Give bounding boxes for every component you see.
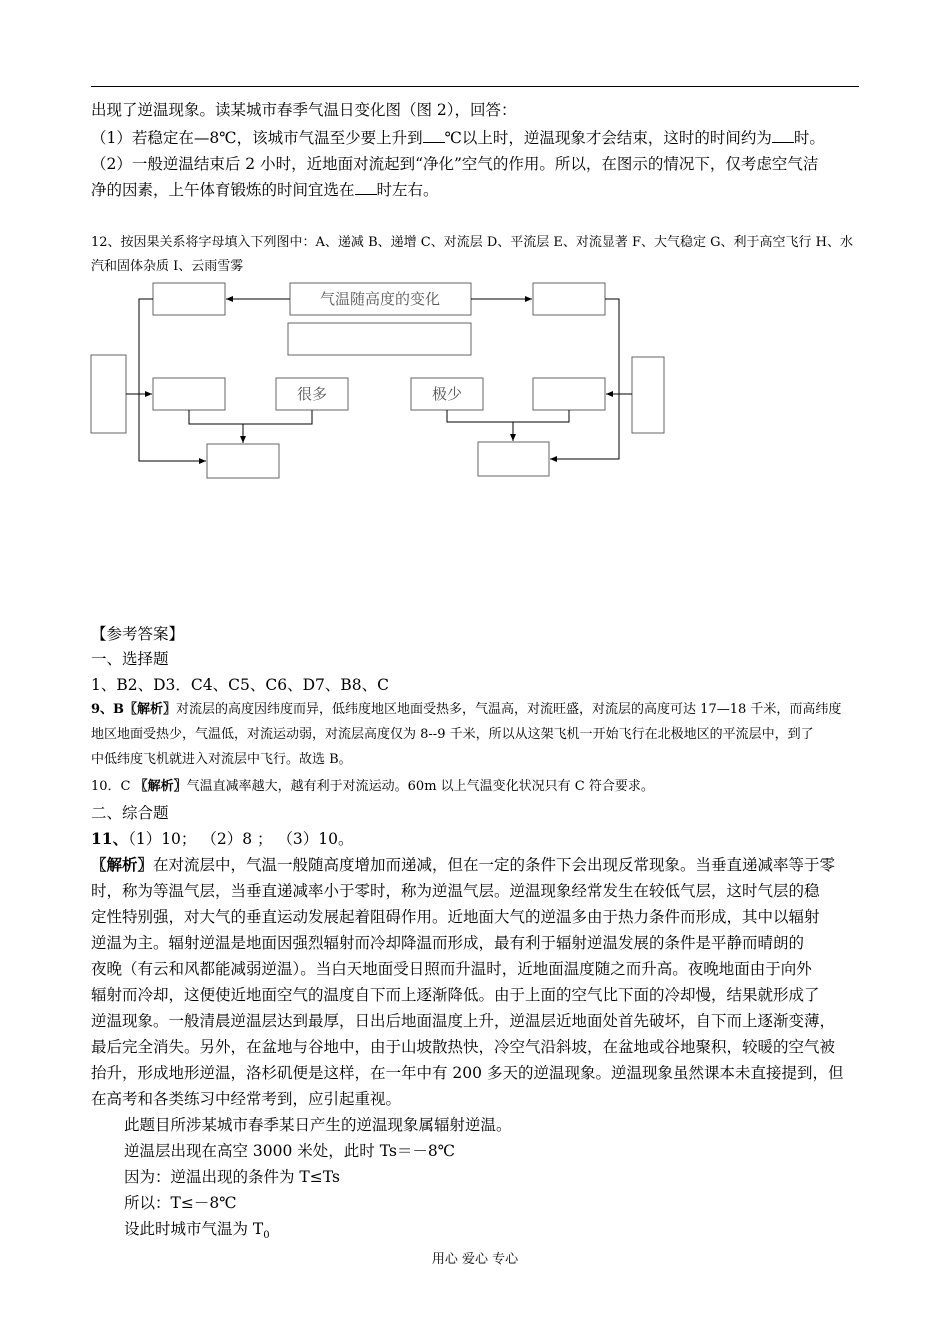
box-bottom-right	[478, 442, 549, 476]
analysis-line: 夜晚（有云和风都能减弱逆温）。当白天地面受日照而升温时，近地面温度随之而升高。夜晚地面由于向外	[91, 960, 812, 978]
solution-step: 因为：逆温出现的条件为 T≤Ts	[124, 1168, 340, 1186]
box-bottom-left	[207, 444, 279, 478]
q12-line1: 12、按因果关系将字母填入下列图中：A、递减 B、递增 C、对流层 D、平流层 E、对流显著 F、大气稳定 G、利于高空飞行 H、水	[91, 235, 854, 250]
analysis-line: 辐射而冷却，这便使近地面空气的温度自下而上逐渐降低。由于上面的空气比下面的冷却慢，结果就形成了	[91, 986, 820, 1004]
answer11-head	[91, 829, 354, 849]
answer9-text: 对流层的高度因纬度而异，低纬度地区地面受热多，气温高，对流旺盛，对流层的高度可达 17—18 千米，而高纬度	[176, 702, 842, 717]
analysis-text: 在对流层中，气温一般随高度增加而递减，但在一定的条件下会出现反常现象。当垂直递减率等于零	[153, 856, 836, 874]
choice-answers: 1、B2、D3．C4、C5、C6、D7、B8、C	[91, 676, 389, 694]
analysis-line: 逆温现象。一般清晨逆温层达到最厚，日出后地面温度上升，逆温层近地面处首先破坏，自下而上逐渐变薄，	[91, 1012, 836, 1030]
label-center: 气温随高度的变化	[319, 290, 441, 308]
answers-heading: 【参考答案】	[91, 625, 185, 643]
answer11-values: （1）10； （2）8 ； （3）10。	[128, 830, 354, 848]
subscript: 0	[263, 1230, 270, 1242]
analysis-line: 定性特别强，对大气的垂直运动发展起着阻碍作用。近地面大气的逆温多由于热力条件而形成，其中以辐射	[91, 908, 820, 926]
q11-intro: 出现了逆温现象。读某城市春季气温日变化图（图 2），回答：	[91, 101, 517, 119]
solution-step	[124, 1219, 270, 1246]
q12-line2: 汽和固体杂质 I、云雨雪雾	[91, 259, 244, 274]
section-choice: 一、选择题	[91, 650, 169, 668]
q11-part1-a: （1）若稳定在—8℃，该城市气温至少要上升到	[91, 129, 423, 147]
analysis-line: 时，称为等温气层，当垂直递减率小于零时，称为逆温气层。逆温现象经常发生在较低气层，这时气层的稳	[91, 882, 820, 900]
solution-step: 此题目所涉某城市春季某日产生的逆温现象属辐射逆温。	[124, 1116, 512, 1134]
analysis-line: 逆温为主。辐射逆温是地面因强烈辐射而冷却降温而形成，最有利于辐射逆温发展的条件是平静而晴朗的	[91, 934, 805, 952]
section-comprehensive: 二、综合题	[91, 804, 169, 822]
answer9-line1	[91, 701, 841, 719]
box-left-tall	[91, 355, 126, 433]
box-mid-left	[153, 378, 225, 410]
answer9-tag: 9、B〖解析〗	[91, 702, 177, 717]
q11-part2-line1: （2）一般逆温结束后 2 小时，近地面对流起到“净化”空气的作用。所以，在图示的情况下，仅考虑空气洁	[91, 155, 819, 173]
box-right-tall	[632, 357, 664, 433]
analysis-line: 抬升，形成地形逆温，洛杉矶便是这样，在一年中有 200 多天的逆温现象。逆温现象虽然课本未直接提到，但	[91, 1064, 844, 1082]
q11-part1-c: 时。	[793, 129, 825, 147]
solution-step: 逆温层出现在高空 3000 米处，此时 Ts＝－8℃	[124, 1142, 456, 1160]
solution-step: 所以：T≤－8℃	[124, 1194, 237, 1212]
answer9-line2: 地区地面受热少，气温低，对流运动弱，对流层高度仅为 8--9 千米，所以从这架飞机一开始飞行在北极地区的平流层中，到了	[91, 727, 814, 742]
answer11-tag: 〖解析〗	[91, 855, 154, 874]
answer11-analysis-line	[91, 855, 835, 875]
analysis-line: 最后完全消失。另外，在盆地与谷地中，由于山坡散热快，冷空气沿斜坡，在盆地或谷地聚积，较暖的空气被	[91, 1038, 836, 1056]
answer9-line3: 中低纬度飞机就进入对流层中飞行。故选 B。	[91, 752, 352, 767]
box-top-left	[153, 283, 225, 315]
q11-part2-c: 时左右。	[376, 181, 439, 199]
solution-step-text: 设此时城市气温为 T	[124, 1220, 264, 1238]
cause-effect-diagram	[0, 0, 950, 560]
label-few: 极少	[431, 385, 463, 403]
answer10-text: 气温直减率越大，越有利于对流运动。60m 以上气温变化状况只有 C 符合要求。	[186, 779, 654, 794]
answer10	[91, 778, 654, 796]
box-mid-right	[533, 378, 605, 410]
box-answer-middle	[288, 323, 471, 355]
box-top-right	[533, 283, 605, 315]
q11-part2-b: 净的因素，上午体育锻炼的时间宜选在	[91, 181, 355, 199]
merge-left	[189, 410, 312, 424]
answer10-tag: 〖解析〗	[134, 779, 187, 794]
answer11-num: 11、	[91, 829, 129, 848]
q11-part1-b: ℃以上时，逆温现象才会结束，这时的时间约为	[444, 129, 772, 147]
analysis-line: 在高考和各类练习中经常考到，应引起重视。	[91, 1090, 402, 1108]
page-footer: 用心 爱心 专心	[431, 1252, 519, 1267]
answer10-num: 10．C	[91, 779, 131, 794]
merge-right	[447, 410, 569, 422]
label-many: 很多	[296, 385, 328, 403]
